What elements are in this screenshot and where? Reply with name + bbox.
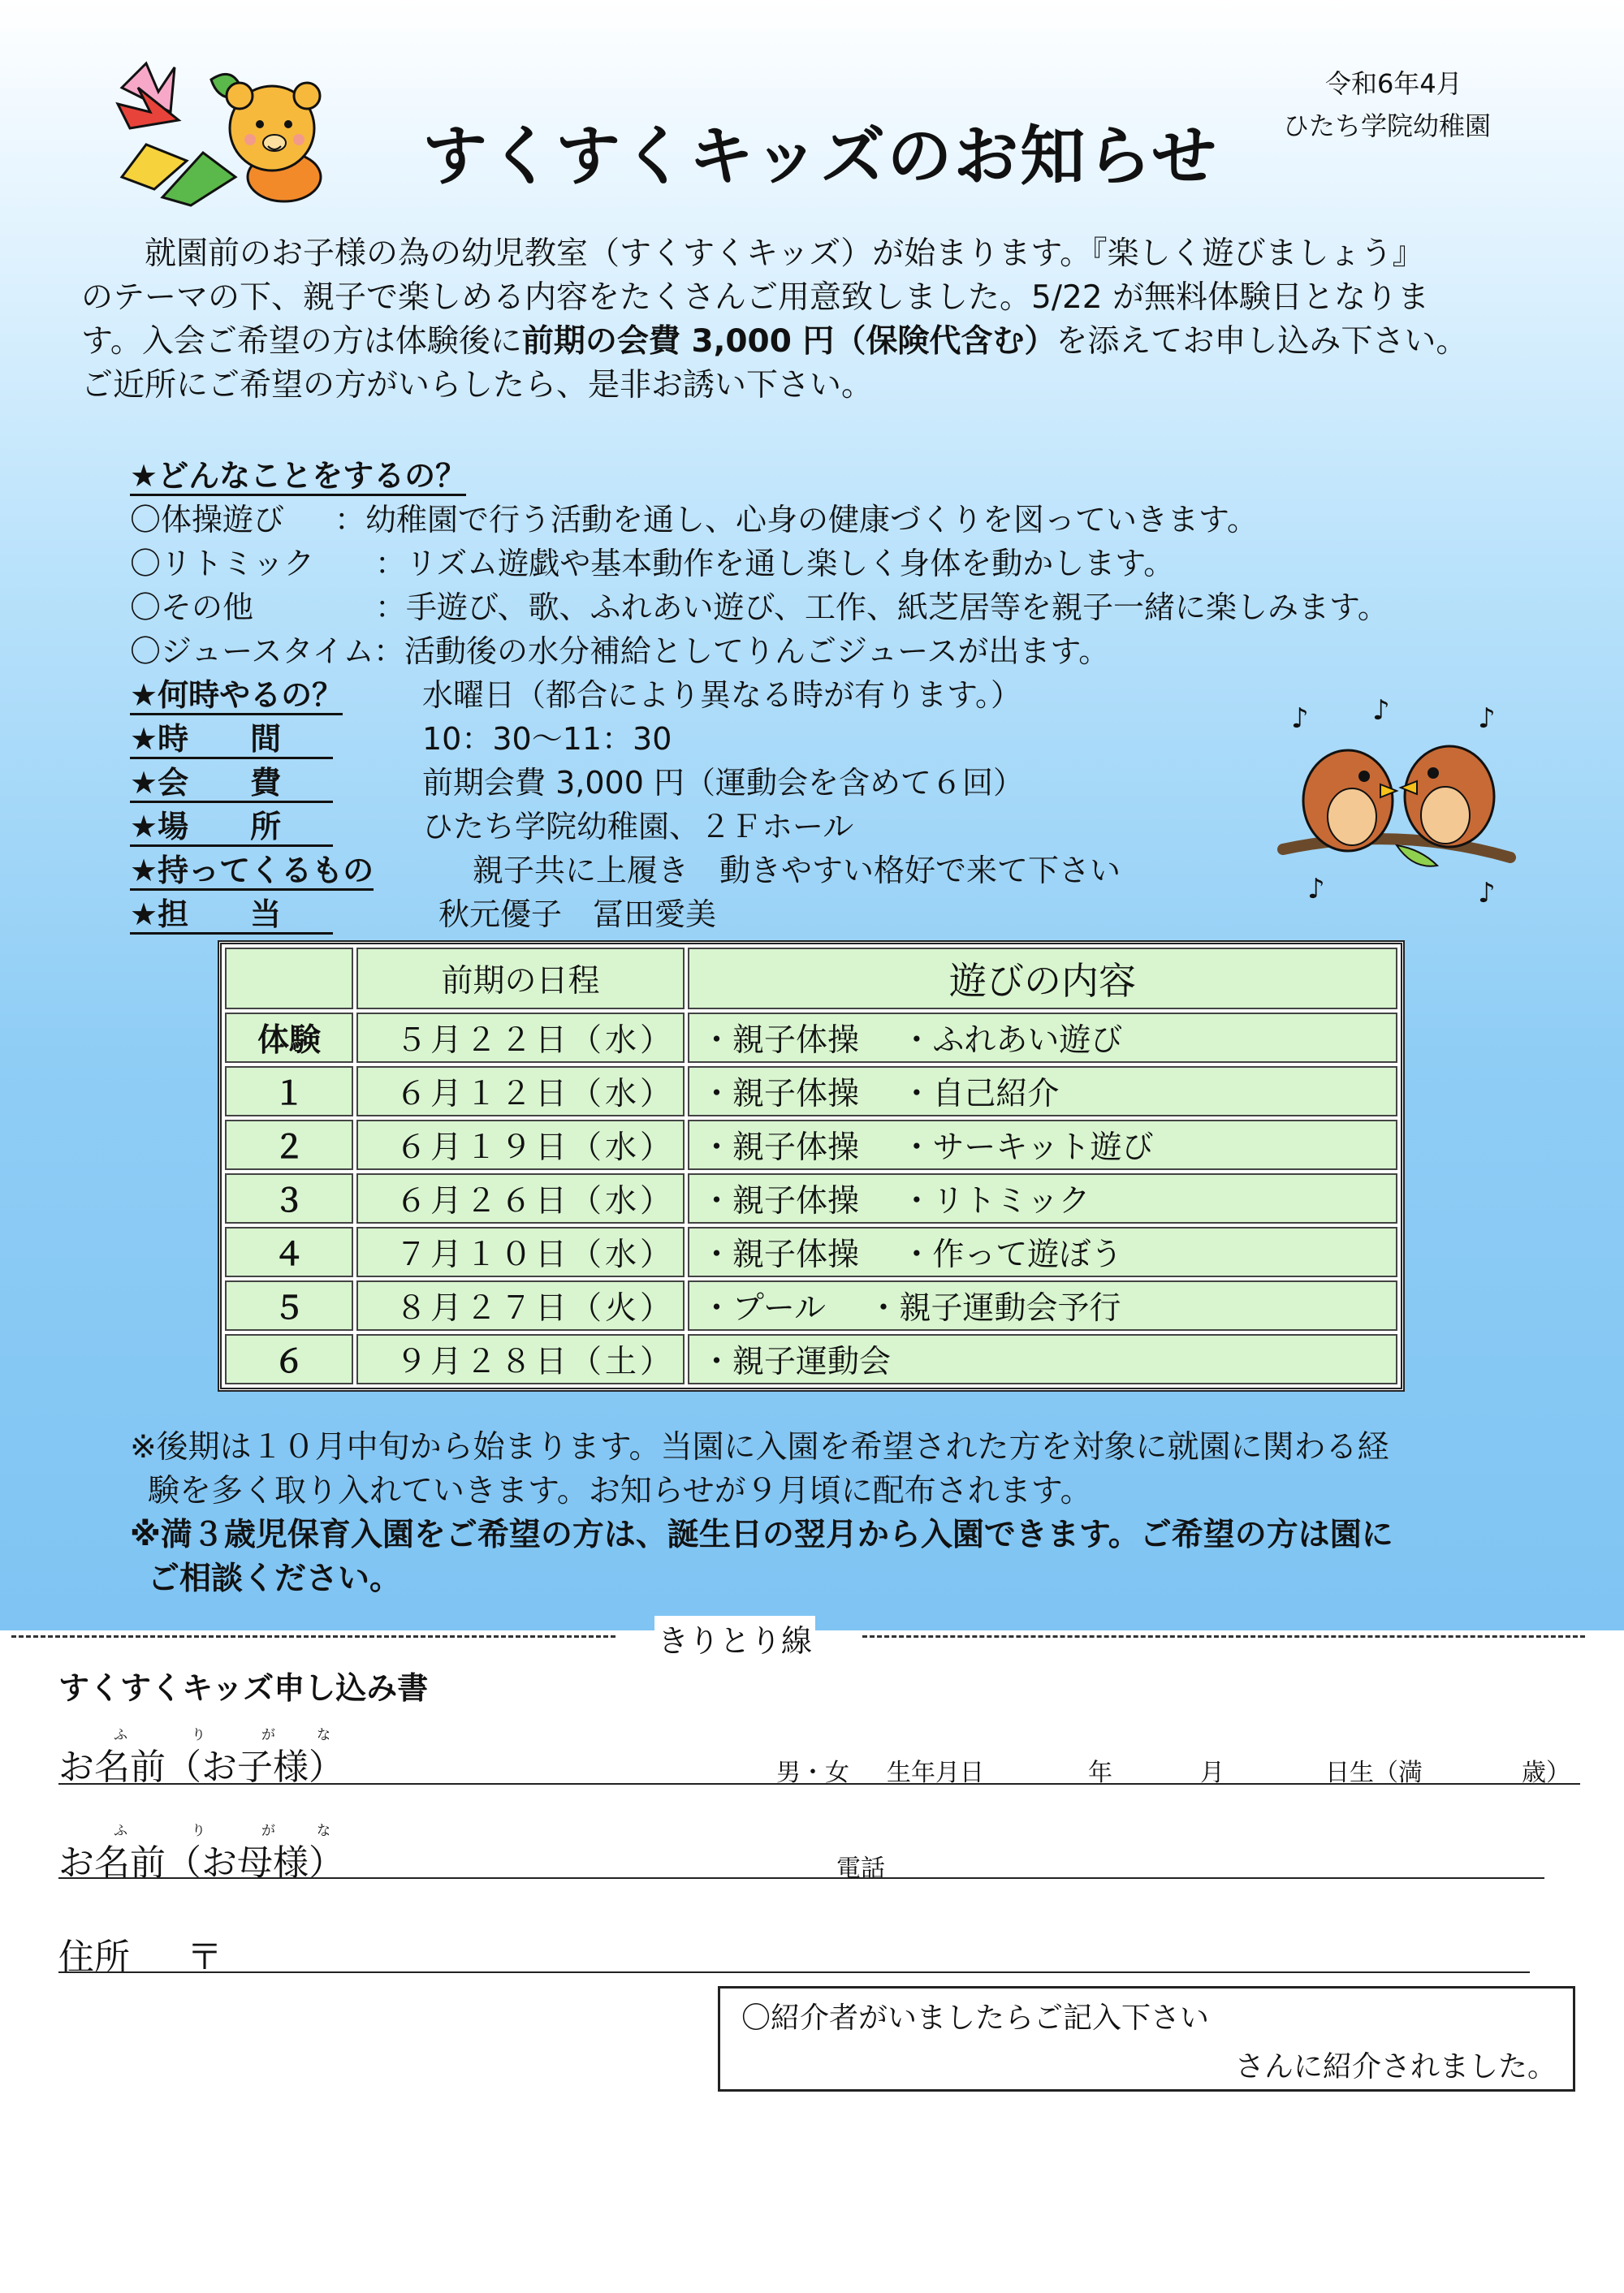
session-date: ９月２８日（土） xyxy=(356,1334,685,1384)
session-content: ・親子体操 ・サーキット遊び xyxy=(688,1120,1397,1170)
session-content: ・プール ・親子運動会予行 xyxy=(688,1280,1397,1331)
session-content: ・親子体操 ・ふれあい遊び xyxy=(688,1013,1397,1063)
furigana: り xyxy=(192,1727,205,1743)
referrer-box[interactable] xyxy=(718,1986,1575,2092)
school-name: ひたち学院幼稚園 xyxy=(1283,110,1492,141)
info-label: ★会 費 xyxy=(130,765,333,803)
activity-label: 〇ジュースタイム xyxy=(130,633,374,669)
session-number: ６ xyxy=(225,1334,353,1384)
session-number: ３ xyxy=(225,1173,353,1224)
info-value: 10：30～11：30 xyxy=(422,721,672,757)
session-content: ・親子体操 ・自己紹介 xyxy=(688,1066,1397,1116)
svg-text:♪: ♪ xyxy=(1478,877,1496,909)
furigana: な xyxy=(317,1727,330,1743)
activity-desc: ：リズム遊戯や基本動作を通し楽しく身体を動かします。 xyxy=(375,546,1175,581)
info-label: ★持ってくるもの xyxy=(130,853,374,891)
info-label: ★何時やるの？ xyxy=(130,677,343,715)
referrer-instruction: 〇紹介者がいましたらご記入下さい xyxy=(741,2002,1210,2035)
note-line: ※満３歳児保育入園をご希望の方は、誕生日の翌月から入園できます。ご希望の方は園に xyxy=(130,1517,1393,1553)
year-label: 年 xyxy=(1088,1759,1112,1787)
birth-day-label: 日生（満 xyxy=(1325,1759,1423,1787)
table-header-row xyxy=(225,948,1397,1009)
session-date: ６月１２日（水） xyxy=(356,1066,685,1116)
table-row xyxy=(225,1227,1397,1277)
intro-line: ご近所にご希望の方がいらしたら、是非お誘い下さい。 xyxy=(81,367,874,404)
activity-label: 〇体操遊び xyxy=(130,502,285,538)
age-label: 歳） xyxy=(1522,1759,1570,1787)
header-cell-empty xyxy=(225,948,353,1009)
cut-dash-left xyxy=(11,1635,615,1638)
table-row xyxy=(225,1066,1397,1116)
table-row xyxy=(225,1120,1397,1170)
intro-paragraph xyxy=(81,232,1567,408)
info-value: 秋元優子 冨田愛美 xyxy=(438,896,717,932)
furigana: が xyxy=(261,1727,275,1743)
gender-label: 男・女 xyxy=(776,1759,849,1787)
table-row xyxy=(225,1013,1397,1063)
cut-line-label: きりとり線 xyxy=(654,1616,815,1660)
table-row xyxy=(225,1334,1397,1384)
schedule-table xyxy=(218,940,1405,1392)
session-date: ８月２７日（火） xyxy=(356,1280,685,1331)
session-content: ・親子体操 ・リトミック xyxy=(688,1173,1397,1224)
header-cell-date: 前期の日程 xyxy=(356,948,685,1009)
mother-name-field[interactable] xyxy=(58,1877,1544,1879)
svg-text:♪: ♪ xyxy=(1307,873,1325,905)
info-value: 前期会費 3,000 円（運動会を含めて６回） xyxy=(422,765,1024,801)
svg-text:♪: ♪ xyxy=(1372,694,1390,727)
info-value: ひたち学院幼稚園、２Ｆホール xyxy=(422,809,854,844)
note-line: ご相談ください。 xyxy=(148,1561,402,1597)
cut-dash-right xyxy=(862,1635,1585,1638)
activity-desc: ：活動後の水分補給としてりんごジュースが出ます。 xyxy=(374,633,1110,669)
note-line: 験を多く取り入れていきます。お知らせが９月頃に配布されます。 xyxy=(148,1473,1092,1509)
activity-label: 〇リトミック xyxy=(130,546,315,581)
intro-line: す。入会ご希望の方は体験後に前期の会費 3,000 円（保険代含む）を添えてお申し込み下さい。 xyxy=(81,323,1468,360)
intro-line: 就園前のお子様の為の幼児教室（すくすくキッズ）が始まります。『楽しく遊びましょう』 xyxy=(145,235,1424,272)
furigana: り xyxy=(192,1823,205,1839)
session-number: ２ xyxy=(225,1120,353,1170)
session-content: ・親子体操 ・作って遊ぼう xyxy=(688,1227,1397,1277)
session-number: ４ xyxy=(225,1227,353,1277)
session-date: ６月１９日（水） xyxy=(356,1120,685,1170)
furigana: が xyxy=(261,1823,275,1839)
info-label: ★場 所 xyxy=(130,809,333,847)
info-value: 水曜日（都合により異なる時が有ります。） xyxy=(422,677,1021,713)
session-date: ６月２６日（水） xyxy=(356,1173,685,1224)
address-field[interactable] xyxy=(58,1971,1530,1973)
activity-desc: ：幼稚園で行う活動を通し、心身の健康づくりを図っていきます。 xyxy=(335,502,1258,538)
svg-text:♪: ♪ xyxy=(1478,702,1496,735)
info-label: ★担 当 xyxy=(130,896,333,935)
session-number: ５ xyxy=(225,1280,353,1331)
intro-line: のテーマの下、親子で楽しめる内容をたくさんご用意致しました。5/22 が無料体験日となりま xyxy=(81,279,1429,316)
phone-label: 電話 xyxy=(836,1855,885,1883)
postal-mark: 〒 xyxy=(187,1937,222,1978)
table-row xyxy=(225,1280,1397,1331)
info-label: ★時 間 xyxy=(130,721,333,759)
page-title: すくすくキッズのお知らせ xyxy=(422,119,1218,194)
referrer-suffix: さんに紹介されました。 xyxy=(1234,2050,1557,2084)
session-date: ５月２２日（水） xyxy=(356,1013,685,1063)
activity-label: 〇その他 xyxy=(130,589,254,625)
form-title: すくすくキッズ申し込み書 xyxy=(58,1670,429,1706)
header-cell-content: 遊びの内容 xyxy=(688,948,1397,1009)
activity-desc: ：手遊び、歌、ふれあい遊び、工作、紙芝居等を親子一緒に楽しみます。 xyxy=(375,589,1389,625)
session-number: １ xyxy=(225,1066,353,1116)
svg-text:♪: ♪ xyxy=(1291,702,1309,735)
activities-heading: ★どんなことをするの？ xyxy=(130,458,466,496)
birthdate-label: 生年月日 xyxy=(887,1759,984,1787)
fee-highlight: 前期の会費 3,000 円（保険代含む） xyxy=(521,323,1056,360)
furigana: な xyxy=(317,1823,330,1839)
session-date: ７月１０日（水） xyxy=(356,1227,685,1277)
furigana: ふ xyxy=(114,1727,127,1743)
singing-birds-illustration xyxy=(1275,695,1518,931)
month-label: 月 xyxy=(1200,1759,1224,1787)
session-number: 体験 xyxy=(225,1013,353,1063)
table-row xyxy=(225,1173,1397,1224)
issue-date: 令和6年4月 xyxy=(1325,68,1462,99)
child-name-field[interactable] xyxy=(58,1783,1580,1785)
furigana: ふ xyxy=(114,1823,127,1839)
note-line: ※後期は１０月中旬から始まります。当園に入園を希望された方を対象に就園に関わる経 xyxy=(130,1429,1389,1466)
session-content: ・親子運動会 xyxy=(688,1334,1397,1384)
mother-name-label: お名前（お母様） xyxy=(58,1842,344,1884)
info-value: 親子共に上履き 動きやすい格好で来て下さい xyxy=(473,853,1121,888)
bear-flower-illustration xyxy=(114,55,333,209)
child-name-label: お名前（お子様） xyxy=(58,1747,344,1788)
address-label: 住所 xyxy=(58,1937,130,1978)
